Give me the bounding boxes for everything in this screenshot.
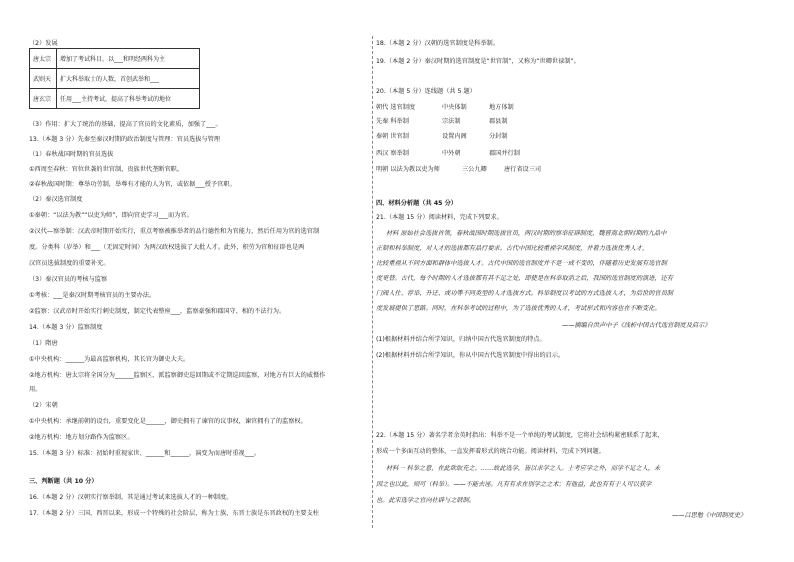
match-row-cell: 郡县制: [489, 118, 508, 125]
section-heading-material: 四、材料分析题（共 45 分）: [376, 200, 457, 207]
table-row: [30, 69, 200, 89]
match-row-cell: 地方体制: [489, 104, 514, 111]
question-21: 21.（本题 15 分）阅读材料，完成下列要求。: [376, 214, 503, 221]
text-line: （3）秦汉官员的考核与监察: [29, 276, 108, 283]
column-divider: [372, 36, 373, 528]
match-row-cell: 西汉 察举制: [376, 150, 409, 157]
match-row-cell: 宗法制: [442, 118, 461, 125]
text-line: ①考核：___是秦汉时期考核官员的主要办法。: [29, 292, 156, 299]
question-18: 18.（本题 2 分）汉朝的选官制度是科举制。: [376, 40, 499, 47]
match-row-cell: 朝代 选官制度: [376, 104, 416, 111]
text-line: 汉官员选拔制度的重要补充。: [29, 260, 110, 267]
ruler-cell: 武则天: [30, 69, 57, 89]
text-line: 用。: [29, 386, 42, 393]
text-line: （1）隋唐: [29, 340, 58, 347]
text-line: （2）宋朝: [29, 402, 58, 409]
text-line: ②汉代—察举制：汉武帝时期开始实行，重点考察被推举者的品行德性和为官能力，然后任用为官的选官制: [29, 228, 320, 235]
material-line: 度发展提供了思路。同时，在科举考试的过程中，为了选拔优秀的人才，考试形式和内容也在不断变化。: [376, 305, 661, 312]
match-row-cell: 中央体制: [442, 104, 467, 111]
text-line: 形成一个多面互动的整体，一直发挥着形式的统合功能。阅读材料，完成下列问题。: [376, 448, 605, 455]
match-row-cell: 三公九卿: [462, 166, 487, 173]
material-source: ——吕思勉《中国制度史》: [672, 512, 747, 519]
section-heading-judgement: 三、判断题（共 10 分）: [29, 478, 98, 485]
question-14: 14.（本题 3 分）监察制度: [29, 324, 103, 331]
question-22: 22.（本题 15 分）著名学者余英时指出：科举不是一个单纯的考试制度，它将社会结构紧密联系了起来，: [376, 432, 664, 439]
text-line: 度。分类科（岁举）和___（无固定时间）为两汉政权选拔了大批人才。此外，积劳为官和征辟也是两: [29, 244, 305, 251]
development-table: [29, 48, 200, 109]
text-line: （3）作用：扩大了统治的基础，提高了官员的文化素质，加强了___。: [29, 121, 222, 128]
match-row-cell: 先秦 科举制: [376, 118, 409, 125]
question-13: 13.（本题 3 分）先秦至秦汉时期的政治制度与管理：官员选拔与管理: [29, 136, 220, 143]
match-row-cell: 设置内阁: [442, 133, 467, 140]
material-line: 也。此宋选学之官向社辟与之联制。: [376, 497, 475, 504]
question-20: 20.（本题 5 分）连线题（共 5 题）: [376, 88, 476, 95]
text-line: ②地方机构：地方划分路作为监察区。: [29, 434, 134, 441]
match-row-cell: 分封制: [489, 133, 508, 140]
material-line: 门阀人仕、荐举、升迁、或功等不同类型的人才选拔方式。科举制度以考试的方式选拔人才，为后世的官员制: [376, 290, 673, 297]
material-line: 度更替。古代，每个时期的人才选拔都有其不足之处，即使是在科举取消之后，我国的选官制度的演进，还有: [376, 275, 673, 282]
table-row: [30, 49, 200, 69]
text-line: ②地方机构：唐太宗将全国分为______监察区，派监察御史巡回期或不定期巡回监察，对地方有巨大的威慑作: [29, 372, 326, 379]
ruler-cell: 唐太宗: [30, 49, 57, 69]
material-line: 材料一 科举之意，在此欲取充之。……故此选学，皆以求学之人。士考应学之外，而学不足之人，未: [386, 465, 661, 472]
desc-cell: 增加了考试科目，以___和明经两科为主: [57, 49, 200, 69]
material-source: ——摘编自洪声中子《浅析中国古代选官制度及启示》: [562, 322, 711, 329]
material-line: 正制和科举制度，对人才的选拔都有品行要求。古代中国比较重视学风制度，并着力选拔优秀人才，: [376, 245, 649, 252]
match-row-cell: 秦朝 世官制: [376, 133, 409, 140]
text-line: ①中央机构：______为最高监察机构，其长官为御史大夫。: [29, 356, 190, 363]
text-line: ①中央机构：承继前朝的设台，重要变化是______，御史拥有了谏官的议事权，谏官拥有了的监察权。: [29, 418, 307, 425]
material-line: 材料 原始社会选拔首领，春秋战国时期选拔官员，两汉时期的察举征辟制度，魏晋南北朝时期的九品中: [386, 230, 667, 237]
material-line: 因之也以此，则可（科举）。——不能去诬。凡有有求在别学之之术；有他益，此也有有于人可以获学: [376, 481, 652, 488]
ruler-cell: 唐玄宗: [30, 89, 57, 109]
development-heading: （2）发展: [29, 40, 58, 47]
desc-cell: 扩大科举取士的人数，首创武举和___: [57, 69, 200, 89]
question-15: 15.（本题 3 分）标准：初始时重视家世、______和______，演变为而唐时重视___。: [29, 450, 261, 457]
match-row-cell: 唐行省设三司: [504, 166, 542, 173]
sub-question: (2)根据材料并结合所学知识，你从中国古代选官制度中得出的启示。: [376, 352, 565, 359]
question-19: 19.（本题 2 分）秦汉时期的选官制度是“世官制”，又称为“世卿世禄制”。: [376, 58, 580, 65]
material-line: 比较重视从不同方面和群体中选拔人才。古代中国的选官制度并不是一成不变的，伴随着历史发展有选官制: [376, 260, 667, 267]
text-line: （2）秦汉选官制度: [29, 196, 83, 203]
text-line: ②春秋战国时期：尊举功劳制，举尊有才能的人为官，或依据___授予官职。: [29, 181, 236, 188]
question-17: 17.（本题 2 分）三国、西晋以来，形成一个特殊的社会阶层，称为士族，东晋士族是东晋政权的主要支柱: [29, 510, 319, 517]
question-16: 16.（本题 2 分）汉朝实行察举制，其是通过考试来选拔人才的一种制度。: [29, 494, 233, 501]
text-line: ②监察：汉武帝时开始实行刺史制度，制定代表整座___，监察豪强和郡国守、相的不法行为。: [29, 308, 286, 315]
text-line: ①秦朝：“以法为教”“以吏为师”，即向官吏学习___而为官。: [29, 212, 193, 219]
match-row-cell: 郡国并行制: [489, 150, 520, 157]
table-row: [30, 89, 200, 109]
sub-question: (1)根据材料并结合所学知识，归纳中国古代选官制度的特点。: [376, 336, 546, 343]
match-row-cell: 中外朝: [442, 150, 461, 157]
desc-cell: 任用___主持考试，提高了科举考试的地位: [57, 89, 200, 109]
match-row-cell: 明朝 以法为教以吏为师: [376, 166, 440, 173]
text-line: ①西周至春秋：官位世袭的世官制，贵族世代垄断官职。: [29, 166, 184, 173]
text-line: （1）春秋战国时期的官员选拔: [29, 151, 114, 158]
